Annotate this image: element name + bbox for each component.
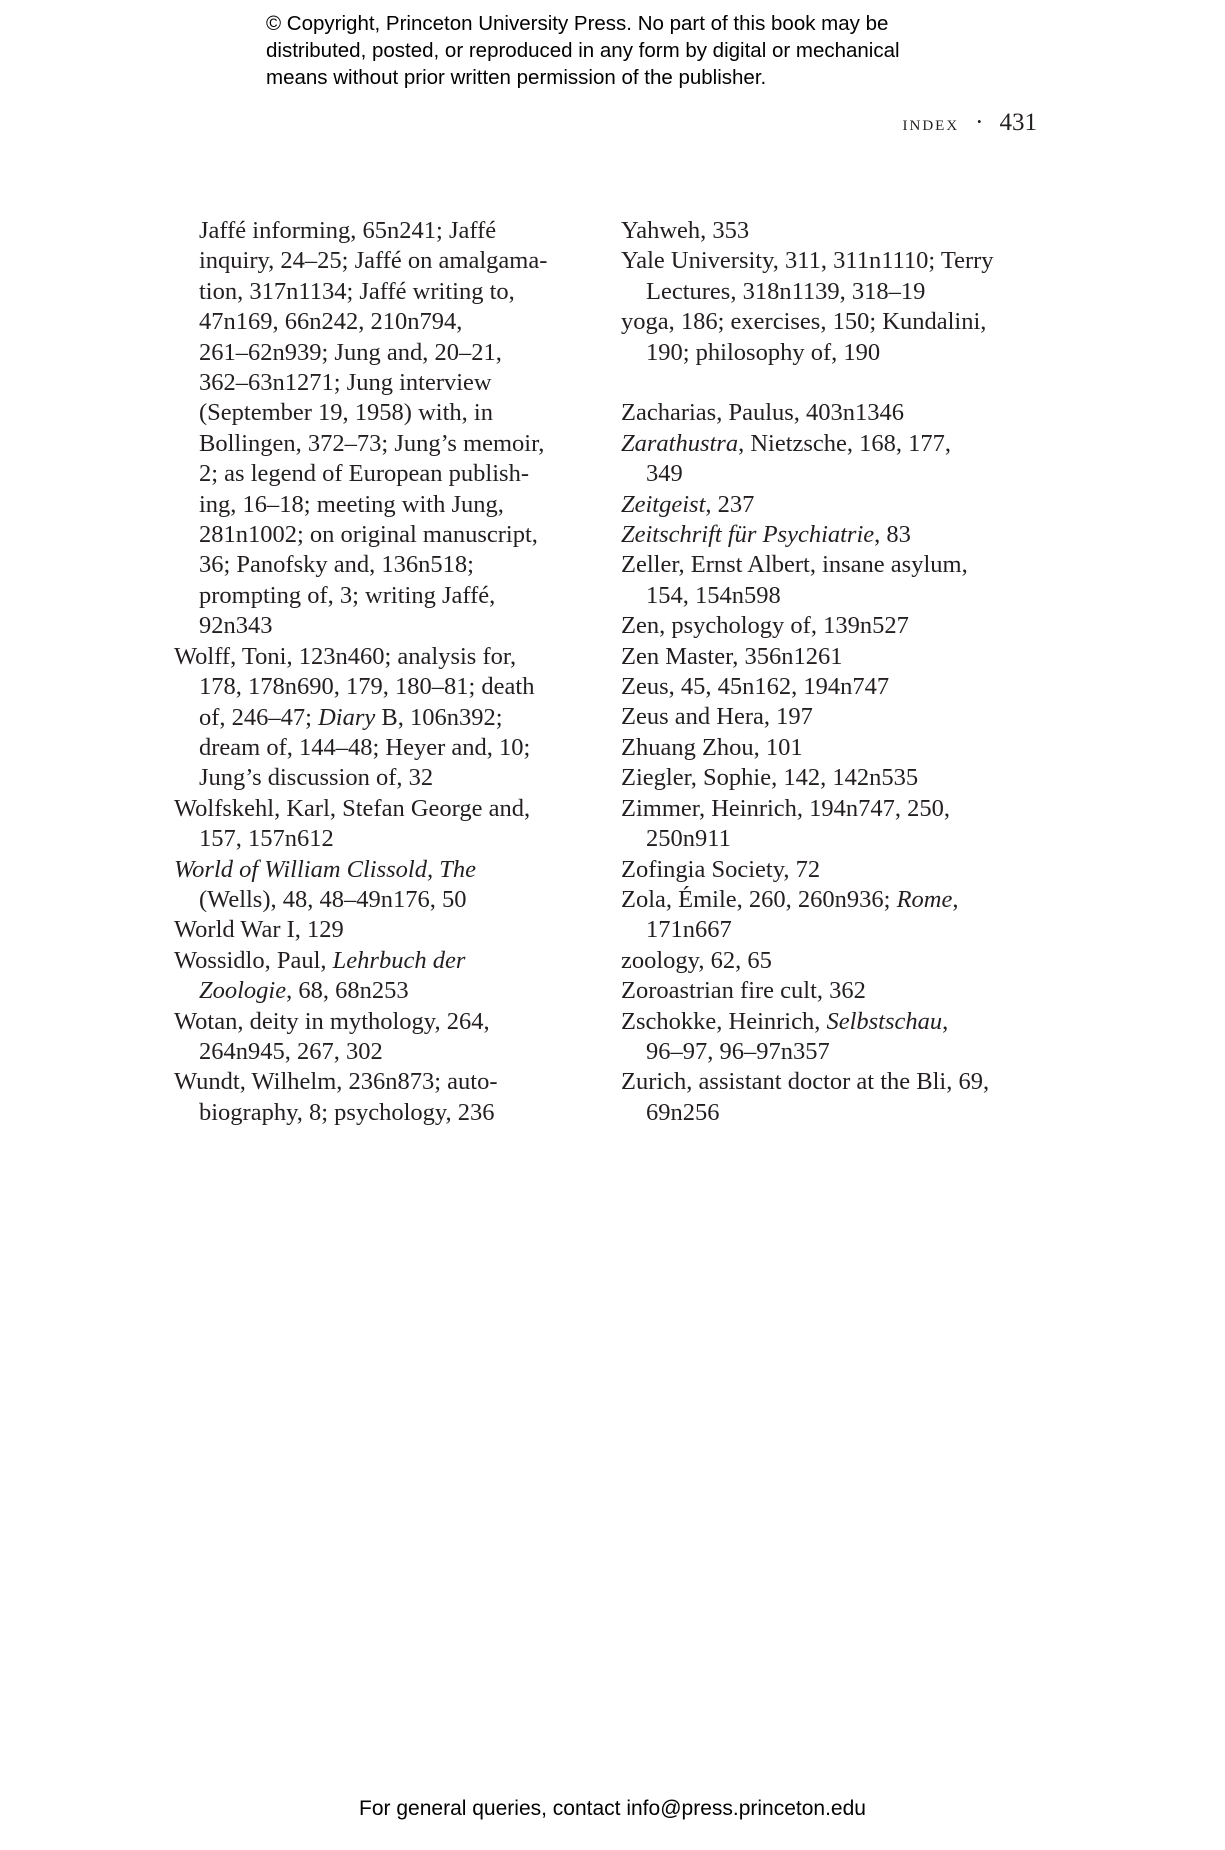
copyright-notice bbox=[266, 10, 986, 91]
index-line: ing, 16–18; meeting with Jung, bbox=[199, 490, 504, 518]
index-entry-zeitgeist bbox=[621, 490, 1051, 520]
text-run: , Nietzsche, 168, 177, bbox=[738, 429, 952, 457]
italic-title: Diary bbox=[318, 703, 376, 731]
text-run: , bbox=[952, 885, 959, 913]
index-line: tion, 317n1134; Jaffé writing to, bbox=[199, 277, 515, 305]
index-entry-zurich: Zurich, assistant doctor at the Bli, 69, bbox=[621, 1068, 990, 1096]
italic-title: Zeitschrift für Psychiatrie bbox=[621, 521, 875, 549]
index-column-right bbox=[621, 216, 1051, 1128]
index-entry-zacharias: Zacharias, Paulus, 403n1346 bbox=[621, 399, 905, 427]
index-line: Lectures, 318n1139, 318–19 bbox=[646, 277, 926, 305]
index-line bbox=[174, 703, 594, 733]
index-line: 250n911 bbox=[646, 825, 731, 853]
italic-title: World of William Clissold, The bbox=[174, 855, 476, 883]
index-entry-zen-psychology: Zen, psychology of, 139n527 bbox=[621, 612, 909, 640]
index-line: 96–97, 96–97n357 bbox=[646, 1037, 830, 1065]
index-entry-zimmer: Zimmer, Heinrich, 194n747, 250, bbox=[621, 794, 951, 822]
index-entry-ziegler: Ziegler, Sophie, 142, 142n535 bbox=[621, 764, 919, 792]
index-entry-zeller: Zeller, Ernst Albert, insane asylum, bbox=[621, 551, 968, 579]
index-entry-wotan: Wotan, deity in mythology, 264, bbox=[174, 1007, 490, 1035]
copyright-line: means without prior written permission of the publisher. bbox=[266, 66, 767, 89]
index-line: Jaffé informing, 65n241; Jaffé bbox=[199, 217, 497, 244]
index-line: inquiry, 24–25; Jaffé on amalgama- bbox=[199, 247, 548, 275]
index-entry-zola bbox=[621, 885, 1051, 915]
index-line: prompting of, 3; writing Jaffé, bbox=[199, 581, 496, 609]
index-entry-wolfskehl: Wolfskehl, Karl, Stefan George and, bbox=[174, 794, 531, 822]
index-line: biography, 8; psychology, 236 bbox=[199, 1098, 495, 1126]
index-entry-zoroastrian: Zoroastrian fire cult, 362 bbox=[621, 977, 866, 1005]
index-line: 2; as legend of European publish- bbox=[199, 460, 529, 488]
italic-title: Rome bbox=[896, 885, 953, 913]
index-entry-zoology: zoology, 62, 65 bbox=[621, 946, 772, 974]
text-run: , 68, 68n253 bbox=[286, 977, 409, 1005]
text-run: , bbox=[942, 1007, 949, 1035]
text-run: Zola, Émile, 260, 260n936; bbox=[621, 885, 891, 913]
text-run: Wossidlo, Paul, bbox=[174, 946, 327, 974]
index-line: 349 bbox=[646, 460, 683, 488]
index-entry-zarathustra bbox=[621, 429, 1051, 459]
index-entry-yoga: yoga, 186; exercises, 150; Kundalini, bbox=[621, 308, 987, 336]
copyright-line: distributed, posted, or reproduced in any form by digital or mechanical bbox=[266, 39, 900, 62]
index-entry-yale-university: Yale University, 311, 311n1110; Terry bbox=[621, 247, 994, 275]
separator-dot: · bbox=[975, 109, 984, 136]
copyright-line: © Copyright, Princeton University Press. No part of this book may be bbox=[266, 12, 889, 35]
index-line: 362–63n1271; Jung interview bbox=[199, 369, 492, 397]
index-line: (Wells), 48, 48–49n176, 50 bbox=[199, 885, 467, 913]
index-entry-zofingia: Zofingia Society, 72 bbox=[621, 855, 821, 883]
index-line: 178, 178n690, 179, 180–81; death bbox=[199, 673, 535, 701]
index-line: 281n1002; on original manuscript, bbox=[199, 521, 538, 549]
text-run: , 237 bbox=[705, 490, 755, 518]
italic-title: Selbstschau bbox=[826, 1007, 943, 1035]
running-head bbox=[903, 108, 1037, 138]
index-entry-yahweh: Yahweh, 353 bbox=[621, 217, 750, 244]
index-entry-zeus-and-hera: Zeus and Hera, 197 bbox=[621, 703, 813, 731]
index-line bbox=[174, 976, 594, 1006]
text-run: B, 106n392; bbox=[381, 703, 503, 731]
index-entry-zschokke bbox=[621, 1007, 1051, 1037]
italic-title: Zeitgeist bbox=[621, 490, 706, 518]
footer-contact: For general queries, contact info@press.princeton.edu bbox=[359, 1797, 866, 1820]
index-entry-zeus: Zeus, 45, 45n162, 194n747 bbox=[621, 673, 890, 701]
italic-title: Lehrbuch der bbox=[332, 946, 466, 974]
section-title: index bbox=[902, 110, 960, 135]
index-entry-zen-master: Zen Master, 356n1261 bbox=[621, 642, 843, 670]
index-entry-wolff-toni: Wolff, Toni, 123n460; analysis for, bbox=[174, 642, 517, 670]
index-line: dream of, 144–48; Heyer and, 10; bbox=[199, 733, 531, 761]
index-line: Bollingen, 372–73; Jung’s memoir, bbox=[199, 429, 545, 457]
index-entry-world-war-i: World War I, 129 bbox=[174, 916, 344, 944]
index-line: 92n343 bbox=[199, 612, 273, 640]
index-line: 154, 154n598 bbox=[646, 581, 781, 609]
italic-title: Zarathustra bbox=[621, 429, 739, 457]
index-line: (September 19, 1958) with, in bbox=[199, 399, 493, 427]
index-entry-wundt: Wundt, Wilhelm, 236n873; auto- bbox=[174, 1068, 498, 1096]
index-column-left bbox=[174, 216, 594, 1128]
index-line: Jung’s discussion of, 32 bbox=[199, 764, 434, 792]
letter-group-gap bbox=[621, 368, 1051, 398]
index-entry-wossidlo bbox=[174, 946, 594, 976]
index-entry-zhuang-zhou: Zhuang Zhou, 101 bbox=[621, 733, 803, 761]
index-line: 69n256 bbox=[646, 1098, 720, 1126]
index-line: 47n169, 66n242, 210n794, bbox=[199, 308, 463, 336]
index-line: 261–62n939; Jung and, 20–21, bbox=[199, 338, 502, 366]
index-line: 36; Panofsky and, 136n518; bbox=[199, 551, 474, 579]
text-run: , 83 bbox=[874, 521, 911, 549]
italic-title: Zoologie bbox=[199, 977, 287, 1005]
index-line: 190; philosophy of, 190 bbox=[646, 338, 881, 366]
index-entry-world-of-william-clissold bbox=[174, 855, 594, 885]
index-line: 264n945, 267, 302 bbox=[199, 1037, 383, 1065]
page-number: 431 bbox=[999, 109, 1037, 136]
text-run: Zschokke, Heinrich, bbox=[621, 1007, 821, 1035]
index-entry-zeitschrift bbox=[621, 520, 1051, 550]
index-line: 157, 157n612 bbox=[199, 825, 334, 853]
index-line: 171n667 bbox=[646, 916, 732, 944]
text-run: of, 246–47; bbox=[199, 703, 312, 731]
